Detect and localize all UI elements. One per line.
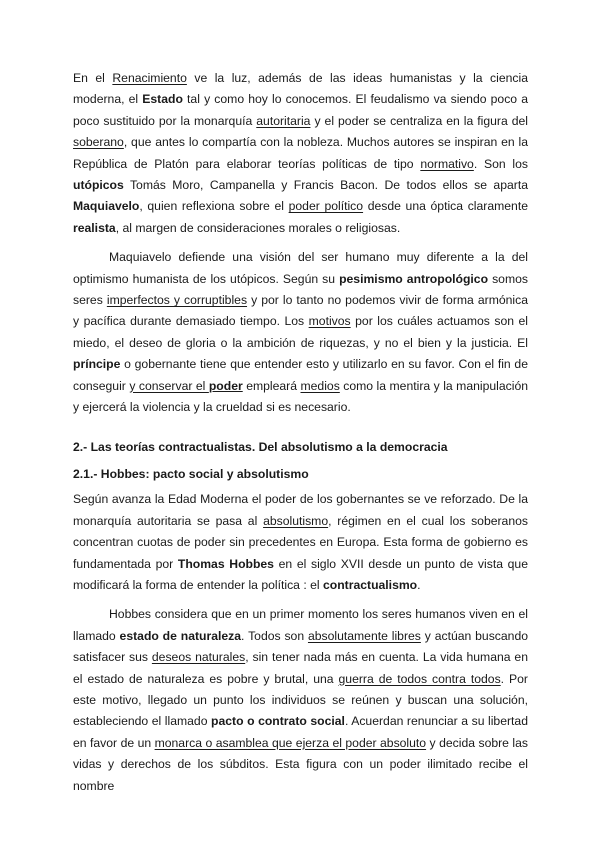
paragraph-absolutismo <box>73 489 528 596</box>
subsection-heading-hobbes: 2.1.- Hobbes: pacto social y absolutismo <box>73 466 309 481</box>
text-run: somos seres <box>73 271 528 308</box>
text-run: desde una óptica claramente <box>363 199 528 214</box>
underlined-term: monarca o asamblea que ejerza el poder absoluto <box>154 735 427 750</box>
text-run: , quien reflexiona sobre el <box>139 199 289 214</box>
text-run: y por lo tanto no podemos vivir de forma armónica y pacífica durante demasiado tiempo. Los <box>73 293 528 329</box>
text-run: tal y como hoy lo conocemos. El feudalismo va siendo poco a poco sustituido por la monarquía <box>73 92 528 128</box>
text-run: Tomás Moro, Campanella y Francis Bacon. De todos ellos se aparta <box>123 178 528 193</box>
paragraph-estado-naturaleza <box>73 604 528 797</box>
underlined-term: medios <box>300 378 340 393</box>
bold-term: realista <box>73 220 116 235</box>
underlined-term: Renacimiento <box>112 71 187 85</box>
underlined-term: deseos naturales <box>151 650 246 665</box>
underlined-term: absolutismo <box>263 513 329 528</box>
bold-term: pesimismo antropológico <box>339 271 489 286</box>
text-run: Según avanza la Edad Moderna el poder de los gobernantes se ve reforzado. De la monarquía autoritaria se pasa al <box>73 492 528 528</box>
text-run: como la mentira y la manipulación y ejercerá la violencia y la crueldad si es necesario. <box>73 378 528 415</box>
underlined-term: normativo <box>420 156 474 171</box>
text-run: . Todos son <box>241 628 308 643</box>
text-run: y decida sobre las vidas y derechos de los súbditos. Esta figura con un poder ilimitado recibe el nombre <box>73 735 528 793</box>
underlined-term: motivos <box>308 314 351 329</box>
text-run: y el poder se centraliza en la figura del <box>310 113 528 128</box>
section-heading-contractualistas: 2.- Las teorías contractualistas. Del absolutismo a la democracia <box>73 439 448 454</box>
bold-underlined-term: poder <box>208 378 243 393</box>
underlined-term: imperfectos y corruptibles <box>106 293 248 308</box>
text-run: , sin tener nada más en cuenta. La vida humana en el estado de naturaleza es pobre y brutal, una <box>73 650 528 686</box>
underlined-term: guerra de todos contra todos <box>338 671 501 686</box>
text-run: y actúan buscando satisfacer sus <box>73 628 528 665</box>
bold-term: Thomas Hobbes <box>177 556 274 571</box>
text-run: . Son los <box>473 156 528 171</box>
text-run: ve la luz, además de las ideas humanistas y la ciencia moderna, el <box>73 71 528 107</box>
text-run: , al margen de consideraciones morales o religiosas. <box>115 220 401 235</box>
text-run: en el siglo XVII desde un punto de vista que modificará la forma de entender la política : el <box>73 556 528 592</box>
bold-term: pacto o contrato social <box>211 714 345 729</box>
paragraph-maquiavelo <box>73 247 528 418</box>
underlined-term: y conservar el <box>129 378 209 393</box>
text-run: En el <box>73 71 113 85</box>
document-page <box>73 68 528 797</box>
bold-term: contractualismo <box>322 577 418 592</box>
underlined-term: soberano <box>73 135 124 150</box>
text-run: . Por este motivo, llegado un punto los individuos se reúnen y buscan una solución, estableciendo el llamado <box>73 671 528 729</box>
text-run: empleará <box>242 378 301 393</box>
bold-term: utópicos <box>73 178 124 193</box>
text-run: . Acuerdan renunciar a su libertad en favor de un <box>73 714 528 750</box>
bold-term: príncipe <box>73 357 121 372</box>
underlined-term: autoritaria <box>256 113 311 128</box>
text-run: , régimen en el cual los soberanos concentran cuotas de poder sin precedentes en Europa. Esta forma de gobierno es fundamentada por <box>73 513 528 571</box>
underlined-term: poder político <box>288 199 364 214</box>
paragraph-renacimiento <box>73 68 528 239</box>
text-run: o gobernante tiene que entender esto y utilizarlo en su favor. Con el fin de conseguir <box>73 357 528 393</box>
text-run: por los cuáles actuamos son el miedo, el deseo de gloria o la ambición de riquezas, y no el bien y la justicia. El <box>73 314 528 350</box>
text-run: Maquiavelo defiende una visión del ser humano muy diferente a la del optimismo humanista de los utópicos. Según su <box>73 250 528 286</box>
text-run: Hobbes considera que en un primer momento los seres humanos viven en el llamado <box>73 607 528 643</box>
bold-term: Maquiavelo <box>73 199 140 214</box>
text-run: . <box>417 577 421 592</box>
bold-term: Estado <box>142 92 183 107</box>
underlined-term: absolutamente libres <box>307 628 421 643</box>
bold-term: estado de naturaleza <box>119 628 242 643</box>
text-run: , que antes lo compartía con la nobleza. Muchos autores se inspiran en la República de Platón para elaborar teorías políticas de tipo <box>73 135 528 171</box>
